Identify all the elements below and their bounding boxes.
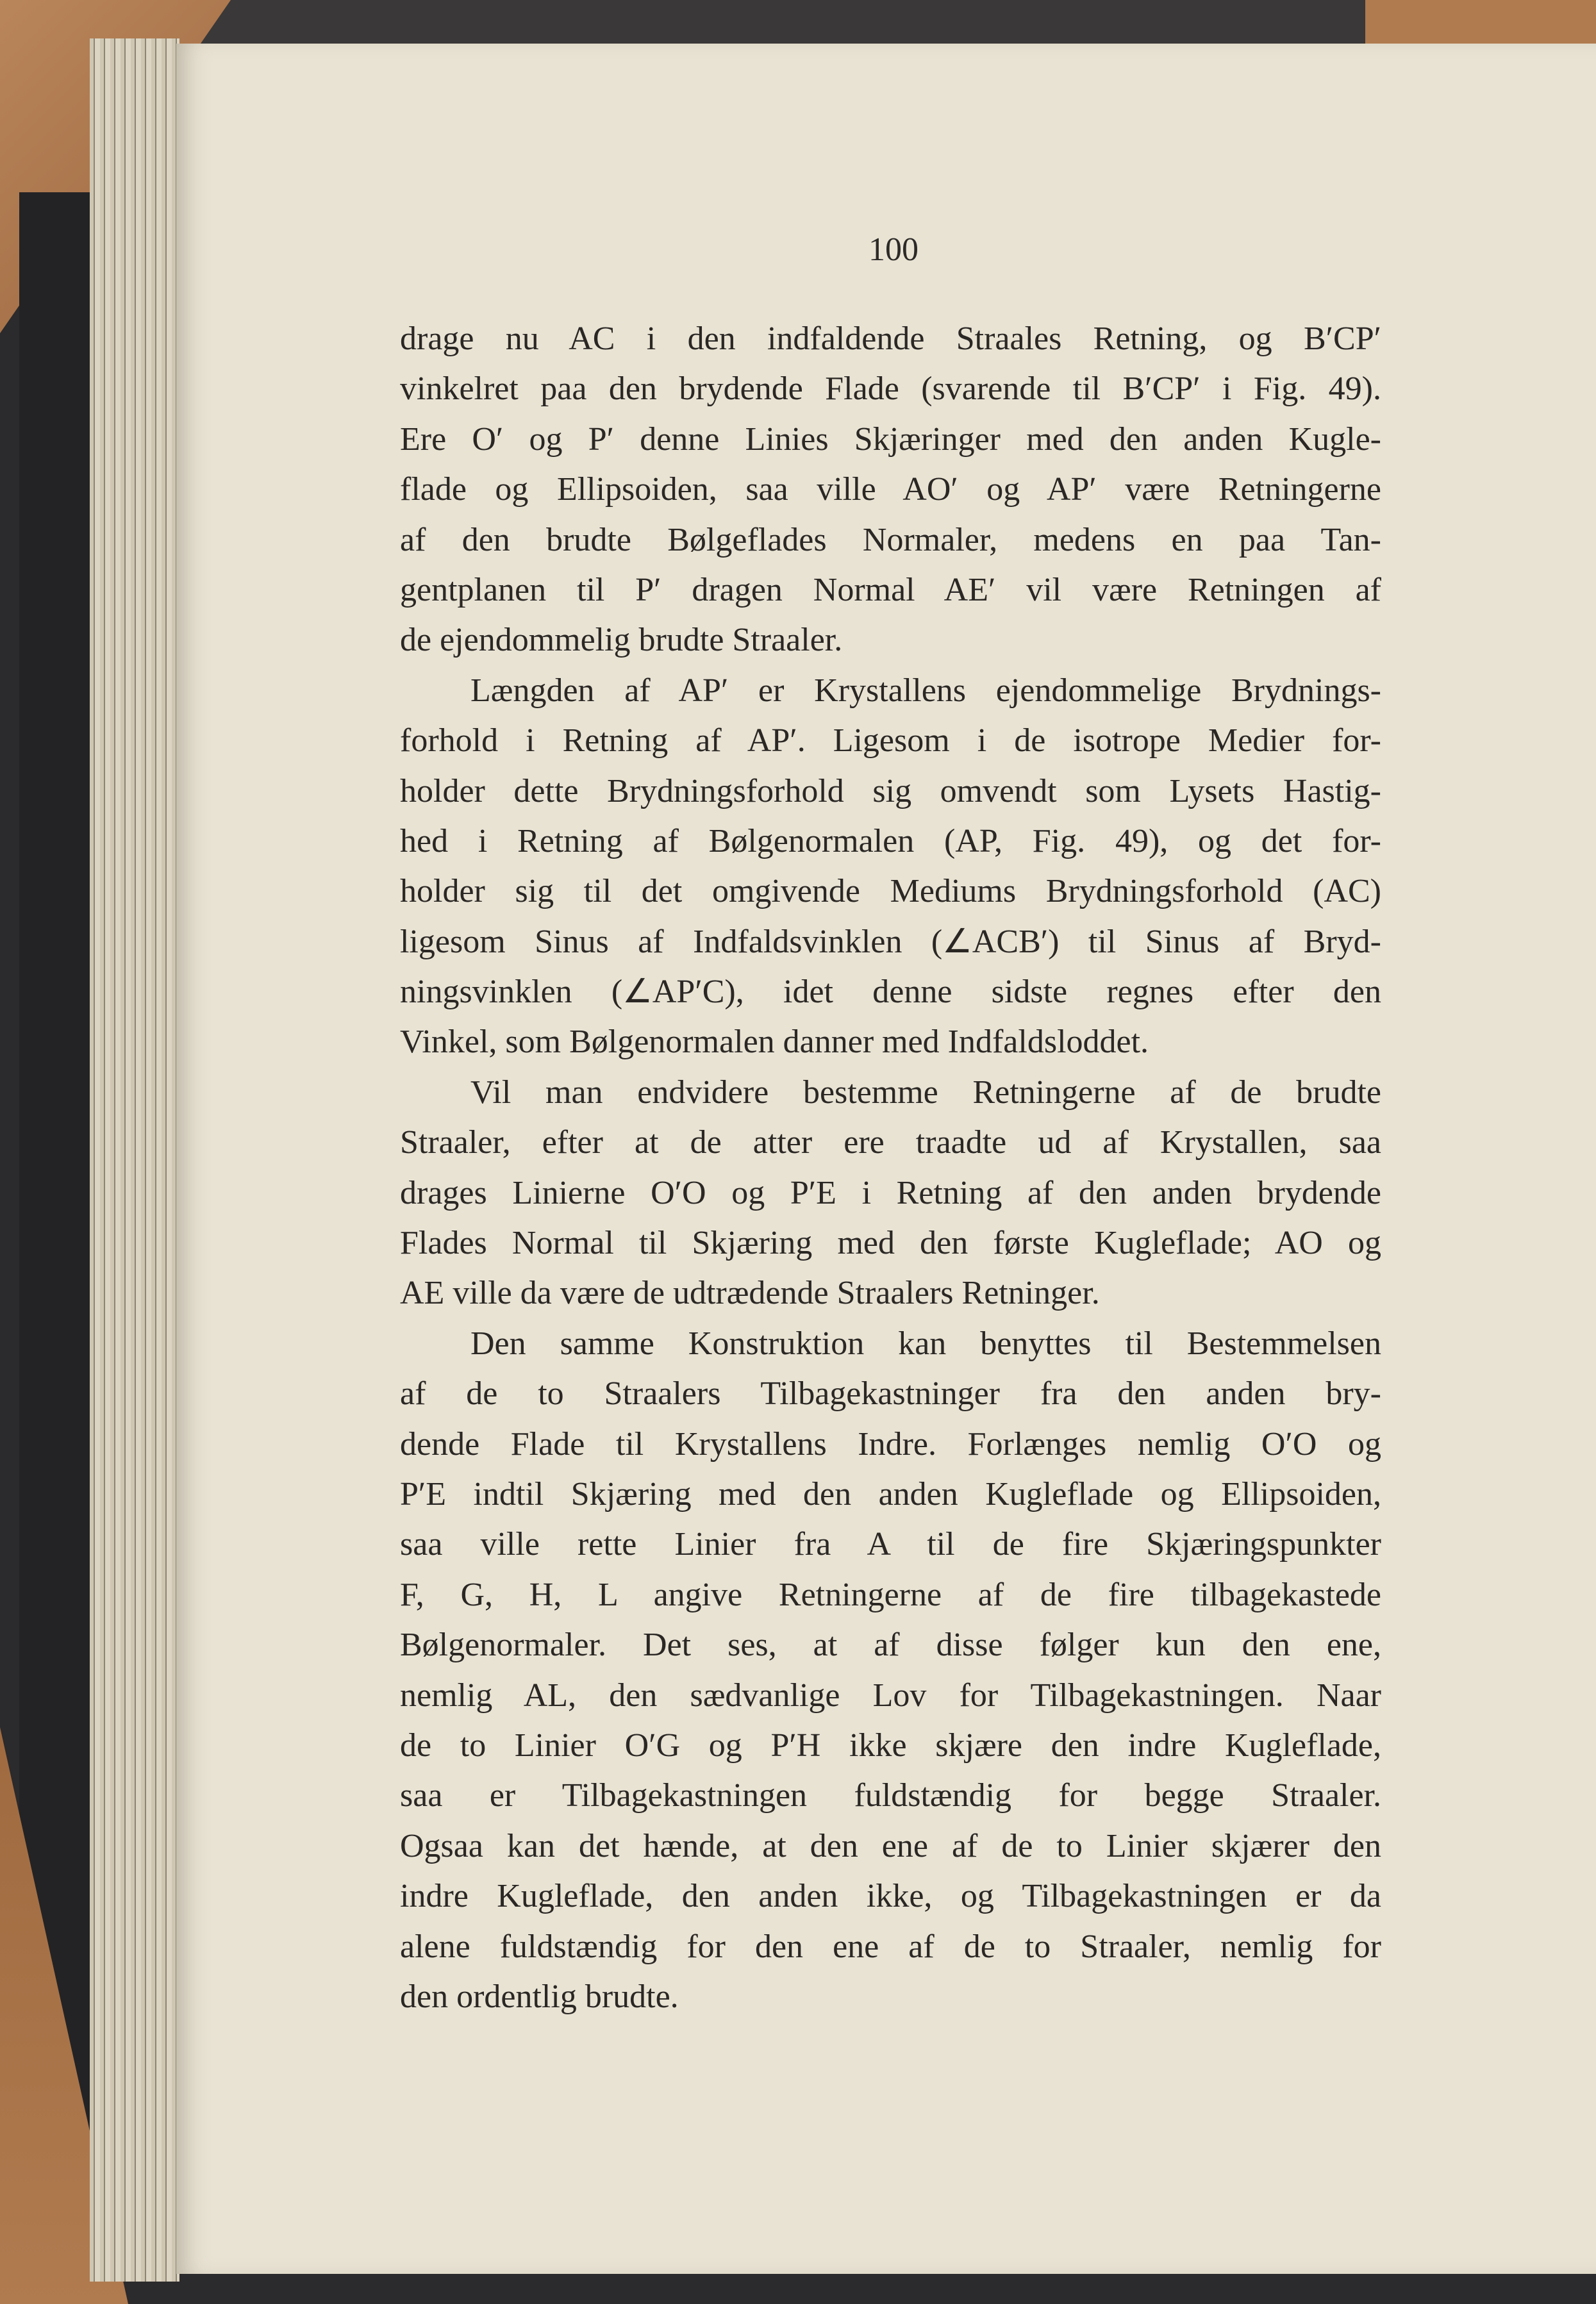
text-line: F, G, H, L angive Retningerne af de fire tilbagekastede (400, 1576, 1381, 1613)
text-line: holder dette Brydningsforhold sig omvendt som Lysets Hastig- (400, 772, 1381, 809)
text-line: drage nu AC i den indfaldende Straales Retning, og B′CP′ (400, 320, 1381, 357)
text-line: indre Kugleflade, den anden ikke, og Tilbagekastningen er da (400, 1878, 1381, 1915)
text-line: de ejendommelig brudte Straaler. (400, 622, 843, 659)
text-line: Ere O′ og P′ denne Linies Skjæringer med den anden Kugle- (400, 420, 1381, 458)
text-line: drages Linierne O′O og P′E i Retning af den anden brydende (400, 1174, 1381, 1211)
text-line: alene fuldstændig for den ene af de to Straaler, nemlig for (400, 1928, 1381, 1965)
text-line: Ogsaa kan det hænde, at den ene af de to Linier skjærer den (400, 1827, 1381, 1864)
text-line: den ordentlig brudte. (400, 1978, 679, 2015)
text-line: gentplanen til P′ dragen Normal AE′ vil være Retningen af (400, 571, 1381, 608)
text-line: holder sig til det omgivende Mediums Brydningsforhold (AC) (400, 873, 1381, 910)
text-line: Flades Normal til Skjæring med den første Kugleflade; AO og (400, 1225, 1381, 1262)
text-line: AE ville da være de udtrædende Straalers Retninger. (400, 1275, 1100, 1312)
text-line: saa er Tilbagekastningen fuldstændig for begge Straaler. (400, 1777, 1381, 1814)
text-line: Straaler, efter at de atter ere traadte ud af Krystallen, saa (400, 1124, 1381, 1161)
text-line: af den brudte Bølgeflades Normaler, medens en paa Tan- (400, 521, 1381, 558)
page-number: 100 (869, 231, 919, 268)
text-line: Vil man endvidere bestemme Retningerne af de brudte (470, 1073, 1381, 1111)
text-line: af de to Straalers Tilbagekastninger fra den anden bry- (400, 1375, 1381, 1413)
text-line: Den samme Konstruktion kan benyttes til Bestemmelsen (470, 1325, 1381, 1362)
text-line: Vinkel, som Bølgenormalen danner med Indfaldsloddet. (400, 1024, 1149, 1061)
text-line: vinkelret paa den brydende Flade (svarende til B′CP′ i Fig. 49). (400, 370, 1381, 408)
text-line: ningsvinklen (∠AP′C), idet denne sidste regnes efter den (400, 974, 1381, 1011)
text-line: hed i Retning af Bølgenormalen (AP, Fig. 49), og det for- (400, 822, 1381, 859)
text-line: dende Flade til Krystallens Indre. Forlænges nemlig O′O og (400, 1425, 1381, 1463)
text-line: P′E indtil Skjæring med den anden Kugleflade og Ellipsoiden, (400, 1475, 1381, 1513)
text-line: forhold i Retning af AP′. Ligesom i de isotrope Medier for- (400, 722, 1381, 759)
text-line: flade og Ellipsoiden, saa ville AO′ og AP′ være Retningerne (400, 471, 1381, 508)
book-cover-top (0, 0, 1596, 45)
body-text (400, 314, 1381, 2022)
page-edges (90, 38, 179, 2282)
text-line: Bølgenormaler. Det ses, at af disse følger kun den ene, (400, 1627, 1381, 1664)
text-line: ligesom Sinus af Indfaldsvinklen (∠ACB′) til Sinus af Bryd- (400, 923, 1381, 960)
text-line: saa ville rette Linier fra A til de fire Skjæringspunkter (400, 1526, 1381, 1563)
text-line: de to Linier O′G og P′H ikke skjære den indre Kugleflade, (400, 1727, 1381, 1764)
text-line: Længden af AP′ er Krystallens ejendommelige Brydnings- (470, 672, 1381, 709)
text-line: nemlig AL, den sædvanlige Lov for Tilbagekastningen. Naar (400, 1677, 1381, 1714)
